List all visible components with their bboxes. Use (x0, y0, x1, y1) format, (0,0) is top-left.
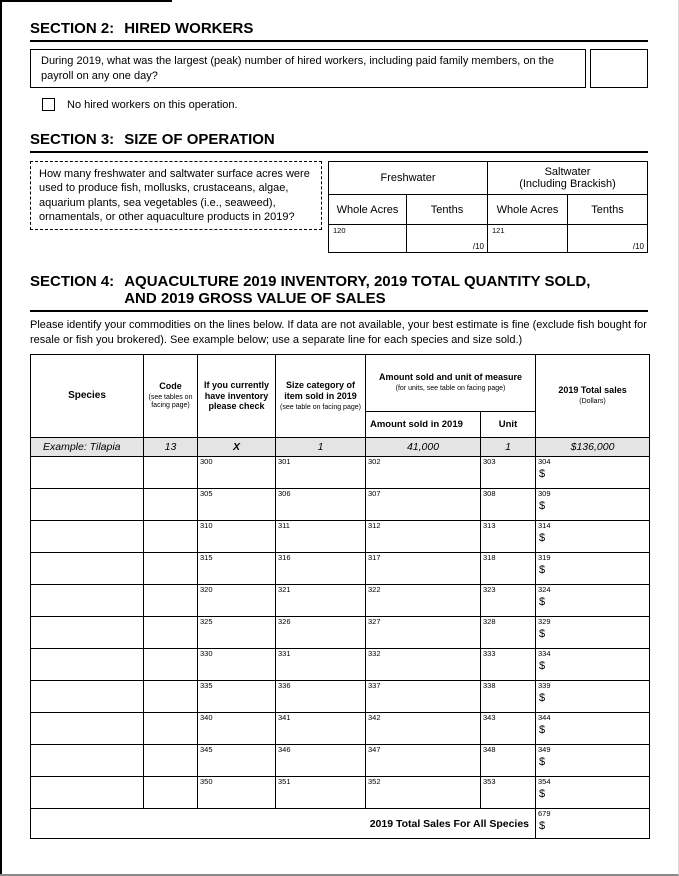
total-sales-header-note: (Dollars) (579, 398, 606, 406)
cell-code: 313 (483, 521, 496, 531)
dollar-sign: $ (539, 563, 546, 576)
cell-code: 323 (483, 585, 496, 595)
inventory-check-cell[interactable] (198, 649, 276, 681)
freshwater-tenths-header: Tenths (407, 195, 488, 225)
example-species: Example: Tilapia (31, 438, 144, 457)
species-name-cell[interactable] (31, 777, 144, 809)
size-category-cell[interactable] (276, 585, 366, 617)
species-name-cell[interactable] (31, 585, 144, 617)
cell-code: 322 (368, 585, 381, 595)
cell-code: 340 (200, 713, 213, 723)
cell-code: 679 (538, 809, 551, 819)
cell-code: 306 (278, 489, 291, 499)
total-sales-header-label: 2019 Total sales (558, 385, 627, 396)
freshwater-label: Freshwater (380, 172, 436, 185)
section4-instructions: Please identify your commodities on the lines below. If data are not available, your best estimate is fine (exclude fish bought for resale or fish you brokered). See example below; use a separate line for each species and size sold.) (30, 319, 647, 346)
unit-cell[interactable] (481, 553, 536, 585)
species-row (31, 489, 650, 521)
unit-cell[interactable] (481, 713, 536, 745)
species-code-cell[interactable] (144, 489, 198, 521)
section3-question-text: How many freshwater and saltwater surface acres were used to produce fish, mollusks, crustaceans, algae, aquarium plants, sea vegetables (i.e., seaweed), ornamentals, or other aquaculture products in 2019? (39, 168, 310, 223)
saltwater-label: Saltwater (544, 166, 591, 179)
example-sales: $136,000 (536, 438, 650, 457)
cell-code: 308 (483, 489, 496, 499)
species-name-cell[interactable] (31, 649, 144, 681)
peak-workers-answer-box[interactable] (590, 49, 648, 88)
inventory-check-cell[interactable] (198, 585, 276, 617)
cell-code: 325 (200, 617, 213, 627)
cell-code: 315 (200, 553, 213, 563)
cell-code: 352 (368, 777, 381, 787)
species-code-cell[interactable] (144, 457, 198, 489)
species-code-cell[interactable] (144, 745, 198, 777)
code-header-label: Code (159, 381, 182, 392)
grand-total-sales-cell[interactable] (536, 809, 650, 839)
total-sales-cell[interactable] (536, 521, 650, 553)
species-header-label: Species (68, 390, 106, 402)
cell-code: 324 (538, 585, 551, 595)
total-sales-cell[interactable] (536, 681, 650, 713)
acres-table (328, 161, 648, 253)
section3-title: SIZE OF OPERATION (124, 131, 275, 149)
cell-code: 346 (278, 745, 291, 755)
saltwater-tenths-header: Tenths (568, 195, 648, 225)
species-name-cell[interactable] (31, 617, 144, 649)
species-row (31, 681, 650, 713)
unit-cell[interactable] (481, 777, 536, 809)
total-sales-cell[interactable] (536, 457, 650, 489)
species-rows-body (31, 457, 650, 809)
inventory-check-cell[interactable] (198, 457, 276, 489)
cell-code: 319 (538, 553, 551, 563)
saltwater-sublabel: (Including Brackish) (519, 178, 616, 191)
species-code-cell[interactable] (144, 649, 198, 681)
section4-header (30, 273, 648, 312)
inventory-check-cell[interactable] (198, 681, 276, 713)
example-unit: 1 (481, 438, 536, 457)
section3-label: SECTION 3: (30, 131, 115, 149)
page-top-edge-mark (0, 0, 172, 2)
cell-code: 314 (538, 521, 551, 531)
species-row (31, 585, 650, 617)
section4-title-line1: AQUACULTURE 2019 INVENTORY, 2019 TOTAL QUANTITY SOLD, (124, 273, 591, 291)
inventory-check-cell[interactable] (198, 521, 276, 553)
dollar-sign: $ (539, 595, 546, 608)
size-category-cell[interactable] (276, 553, 366, 585)
commodities-table (30, 354, 650, 839)
dollar-sign: $ (539, 723, 546, 736)
cell-code: 303 (483, 457, 496, 467)
dollar-sign: $ (539, 787, 546, 800)
species-code-cell[interactable] (144, 553, 198, 585)
cell-code: 337 (368, 681, 381, 691)
size-category-cell[interactable] (276, 457, 366, 489)
amount-sold-cell[interactable] (366, 681, 481, 713)
cell-code: 121 (492, 226, 505, 236)
example-size: 1 (276, 438, 366, 457)
section2-question-text: During 2019, what was the largest (peak) number of hired workers, including paid family members, on the payroll on any one day? (41, 55, 554, 82)
cell-code: 334 (538, 649, 551, 659)
size-category-cell[interactable] (276, 681, 366, 713)
total-sales-cell[interactable] (536, 713, 650, 745)
example-amount: 41,000 (366, 438, 481, 457)
dollar-sign: $ (539, 819, 546, 832)
inventory-check-cell[interactable] (198, 745, 276, 777)
total-sales-cell[interactable] (536, 617, 650, 649)
no-hired-workers-checkbox[interactable] (42, 98, 55, 111)
species-code-cell[interactable] (144, 521, 198, 553)
saltwater-tenths-cell[interactable] (568, 225, 648, 253)
cell-code: 349 (538, 745, 551, 755)
cell-code: 321 (278, 585, 291, 595)
size-category-cell[interactable] (276, 489, 366, 521)
cell-code: 330 (200, 649, 213, 659)
species-name-cell[interactable] (31, 521, 144, 553)
size-category-cell[interactable] (276, 745, 366, 777)
cell-code: 328 (483, 617, 496, 627)
amount-sold-cell[interactable] (366, 745, 481, 777)
species-code-cell[interactable] (144, 585, 198, 617)
example-code: 13 (144, 438, 198, 457)
section4-title (124, 273, 590, 307)
inventory-check-cell[interactable] (198, 489, 276, 521)
amount-sold-cell[interactable] (366, 585, 481, 617)
dollar-sign: $ (539, 691, 546, 704)
saltwater-whole-acres-header: Whole Acres (488, 195, 568, 225)
inventory-header-label: If you currently have inventory please check (203, 379, 269, 412)
amount-sold-cell[interactable] (366, 777, 481, 809)
col-header-total-sales (536, 355, 650, 438)
cell-code: 350 (200, 777, 213, 787)
species-row (31, 553, 650, 585)
size-category-cell[interactable] (276, 521, 366, 553)
col-header-amount-group (366, 355, 536, 412)
species-name-cell[interactable] (31, 713, 144, 745)
section4-title-line2: AND 2019 GROSS VALUE OF SALES (124, 290, 386, 308)
size-header-label: Size category of item sold in 2019 (284, 380, 357, 401)
section2-question-box (30, 49, 586, 88)
species-row (31, 617, 650, 649)
cell-code: 300 (200, 457, 213, 467)
cell-code: 309 (538, 489, 551, 499)
unit-cell[interactable] (481, 617, 536, 649)
species-code-cell[interactable] (144, 777, 198, 809)
species-name-cell[interactable] (31, 489, 144, 521)
freshwater-whole-acres-cell[interactable] (329, 225, 407, 253)
amount-sold-cell[interactable] (366, 617, 481, 649)
cell-code: 343 (483, 713, 496, 723)
cell-code: 310 (200, 521, 213, 531)
cell-code: 354 (538, 777, 551, 787)
species-row (31, 521, 650, 553)
amount-sold-cell[interactable] (366, 713, 481, 745)
species-row (31, 649, 650, 681)
section2-header (30, 20, 648, 42)
species-name-cell[interactable] (31, 745, 144, 777)
col-header-size-category (276, 355, 366, 438)
cell-code: 305 (200, 489, 213, 499)
inventory-check-cell[interactable] (198, 713, 276, 745)
section2-question-row (30, 49, 648, 88)
species-code-cell[interactable] (144, 617, 198, 649)
freshwater-tenths-cell[interactable] (407, 225, 488, 253)
cell-code: 307 (368, 489, 381, 499)
no-hired-workers-label: No hired workers on this operation. (67, 98, 238, 111)
freshwater-header (329, 162, 488, 195)
unit-cell[interactable] (481, 489, 536, 521)
cell-code: 342 (368, 713, 381, 723)
size-header-note: (see table on facing page) (280, 403, 361, 411)
total-sales-cell[interactable] (536, 777, 650, 809)
section2-title: HIRED WORKERS (124, 20, 254, 37)
cell-code: 347 (368, 745, 381, 755)
size-category-cell[interactable] (276, 713, 366, 745)
amount-group-label: Amount sold and unit of measure (379, 372, 523, 383)
col-header-species (31, 355, 144, 438)
example-row (31, 438, 650, 457)
acres-entry-row (329, 225, 648, 253)
amount-sold-cell[interactable] (366, 457, 481, 489)
amount-sold-cell[interactable] (366, 521, 481, 553)
tenths-denominator: /10 (632, 242, 644, 252)
total-sales-label: 2019 Total Sales For All Species (31, 809, 536, 839)
cell-code: 318 (483, 553, 496, 563)
page-left-edge-mark (0, 0, 2, 874)
saltwater-whole-acres-cell[interactable] (488, 225, 568, 253)
cell-code: 338 (483, 681, 496, 691)
tenths-denominator: /10 (472, 242, 484, 252)
inventory-check-cell[interactable] (198, 777, 276, 809)
cell-code: 329 (538, 617, 551, 627)
cell-code: 335 (200, 681, 213, 691)
total-sales-cell[interactable] (536, 553, 650, 585)
unit-cell[interactable] (481, 745, 536, 777)
dollar-sign: $ (539, 659, 546, 672)
species-row (31, 457, 650, 489)
cell-code: 312 (368, 521, 381, 531)
unit-cell[interactable] (481, 681, 536, 713)
cell-code: 320 (200, 585, 213, 595)
cell-code: 331 (278, 649, 291, 659)
cell-code: 345 (200, 745, 213, 755)
species-name-cell[interactable] (31, 681, 144, 713)
cell-code: 333 (483, 649, 496, 659)
species-row (31, 777, 650, 809)
cell-code: 316 (278, 553, 291, 563)
col-header-unit: Unit (481, 412, 536, 438)
cell-code: 317 (368, 553, 381, 563)
cell-code: 326 (278, 617, 291, 627)
col-header-amount-sold: Amount sold in 2019 (366, 412, 481, 438)
dollar-sign: $ (539, 755, 546, 768)
section4-label: SECTION 4: (30, 273, 115, 291)
unit-cell[interactable] (481, 457, 536, 489)
cell-code: 332 (368, 649, 381, 659)
cell-code: 339 (538, 681, 551, 691)
cell-code: 344 (538, 713, 551, 723)
cell-code: 353 (483, 777, 496, 787)
amount-group-note: (for units, see table on facing page) (395, 385, 506, 393)
cell-code: 302 (368, 457, 381, 467)
total-row (31, 809, 650, 839)
freshwater-whole-acres-header: Whole Acres (329, 195, 407, 225)
code-header-note: (see tables on facing page) (148, 394, 193, 410)
unit-cell[interactable] (481, 585, 536, 617)
cell-code: 304 (538, 457, 551, 467)
species-name-cell[interactable] (31, 457, 144, 489)
example-inventory-check: X (198, 438, 276, 457)
size-category-cell[interactable] (276, 649, 366, 681)
col-header-inventory (198, 355, 276, 438)
cell-code: 120 (333, 226, 346, 236)
saltwater-header (488, 162, 648, 195)
cell-code: 336 (278, 681, 291, 691)
size-category-cell[interactable] (276, 617, 366, 649)
dollar-sign: $ (539, 467, 546, 480)
cell-code: 327 (368, 617, 381, 627)
section3-header (30, 131, 648, 153)
total-sales-cell[interactable] (536, 649, 650, 681)
cell-code: 311 (278, 521, 290, 531)
amount-sold-cell[interactable] (366, 489, 481, 521)
total-sales-cell[interactable] (536, 745, 650, 777)
species-name-cell[interactable] (31, 553, 144, 585)
dollar-sign: $ (539, 499, 546, 512)
species-code-cell[interactable] (144, 713, 198, 745)
unit-cell[interactable] (481, 649, 536, 681)
inventory-check-cell[interactable] (198, 553, 276, 585)
total-sales-cell[interactable] (536, 585, 650, 617)
cell-code: 351 (278, 777, 291, 787)
section2-label: SECTION 2: (30, 20, 115, 37)
species-row (31, 745, 650, 777)
col-header-code (144, 355, 198, 438)
species-row (31, 713, 650, 745)
amount-sold-cell[interactable] (366, 649, 481, 681)
section3-body (30, 161, 648, 253)
total-sales-cell[interactable] (536, 489, 650, 521)
amount-sold-cell[interactable] (366, 553, 481, 585)
size-category-cell[interactable] (276, 777, 366, 809)
dollar-sign: $ (539, 627, 546, 640)
cell-code: 348 (483, 745, 496, 755)
cell-code: 301 (278, 457, 291, 467)
inventory-check-cell[interactable] (198, 617, 276, 649)
no-hired-workers-row (42, 98, 648, 111)
species-code-cell[interactable] (144, 681, 198, 713)
dollar-sign: $ (539, 531, 546, 544)
cell-code: 341 (278, 713, 291, 723)
section3-question-box (30, 161, 322, 230)
unit-cell[interactable] (481, 521, 536, 553)
